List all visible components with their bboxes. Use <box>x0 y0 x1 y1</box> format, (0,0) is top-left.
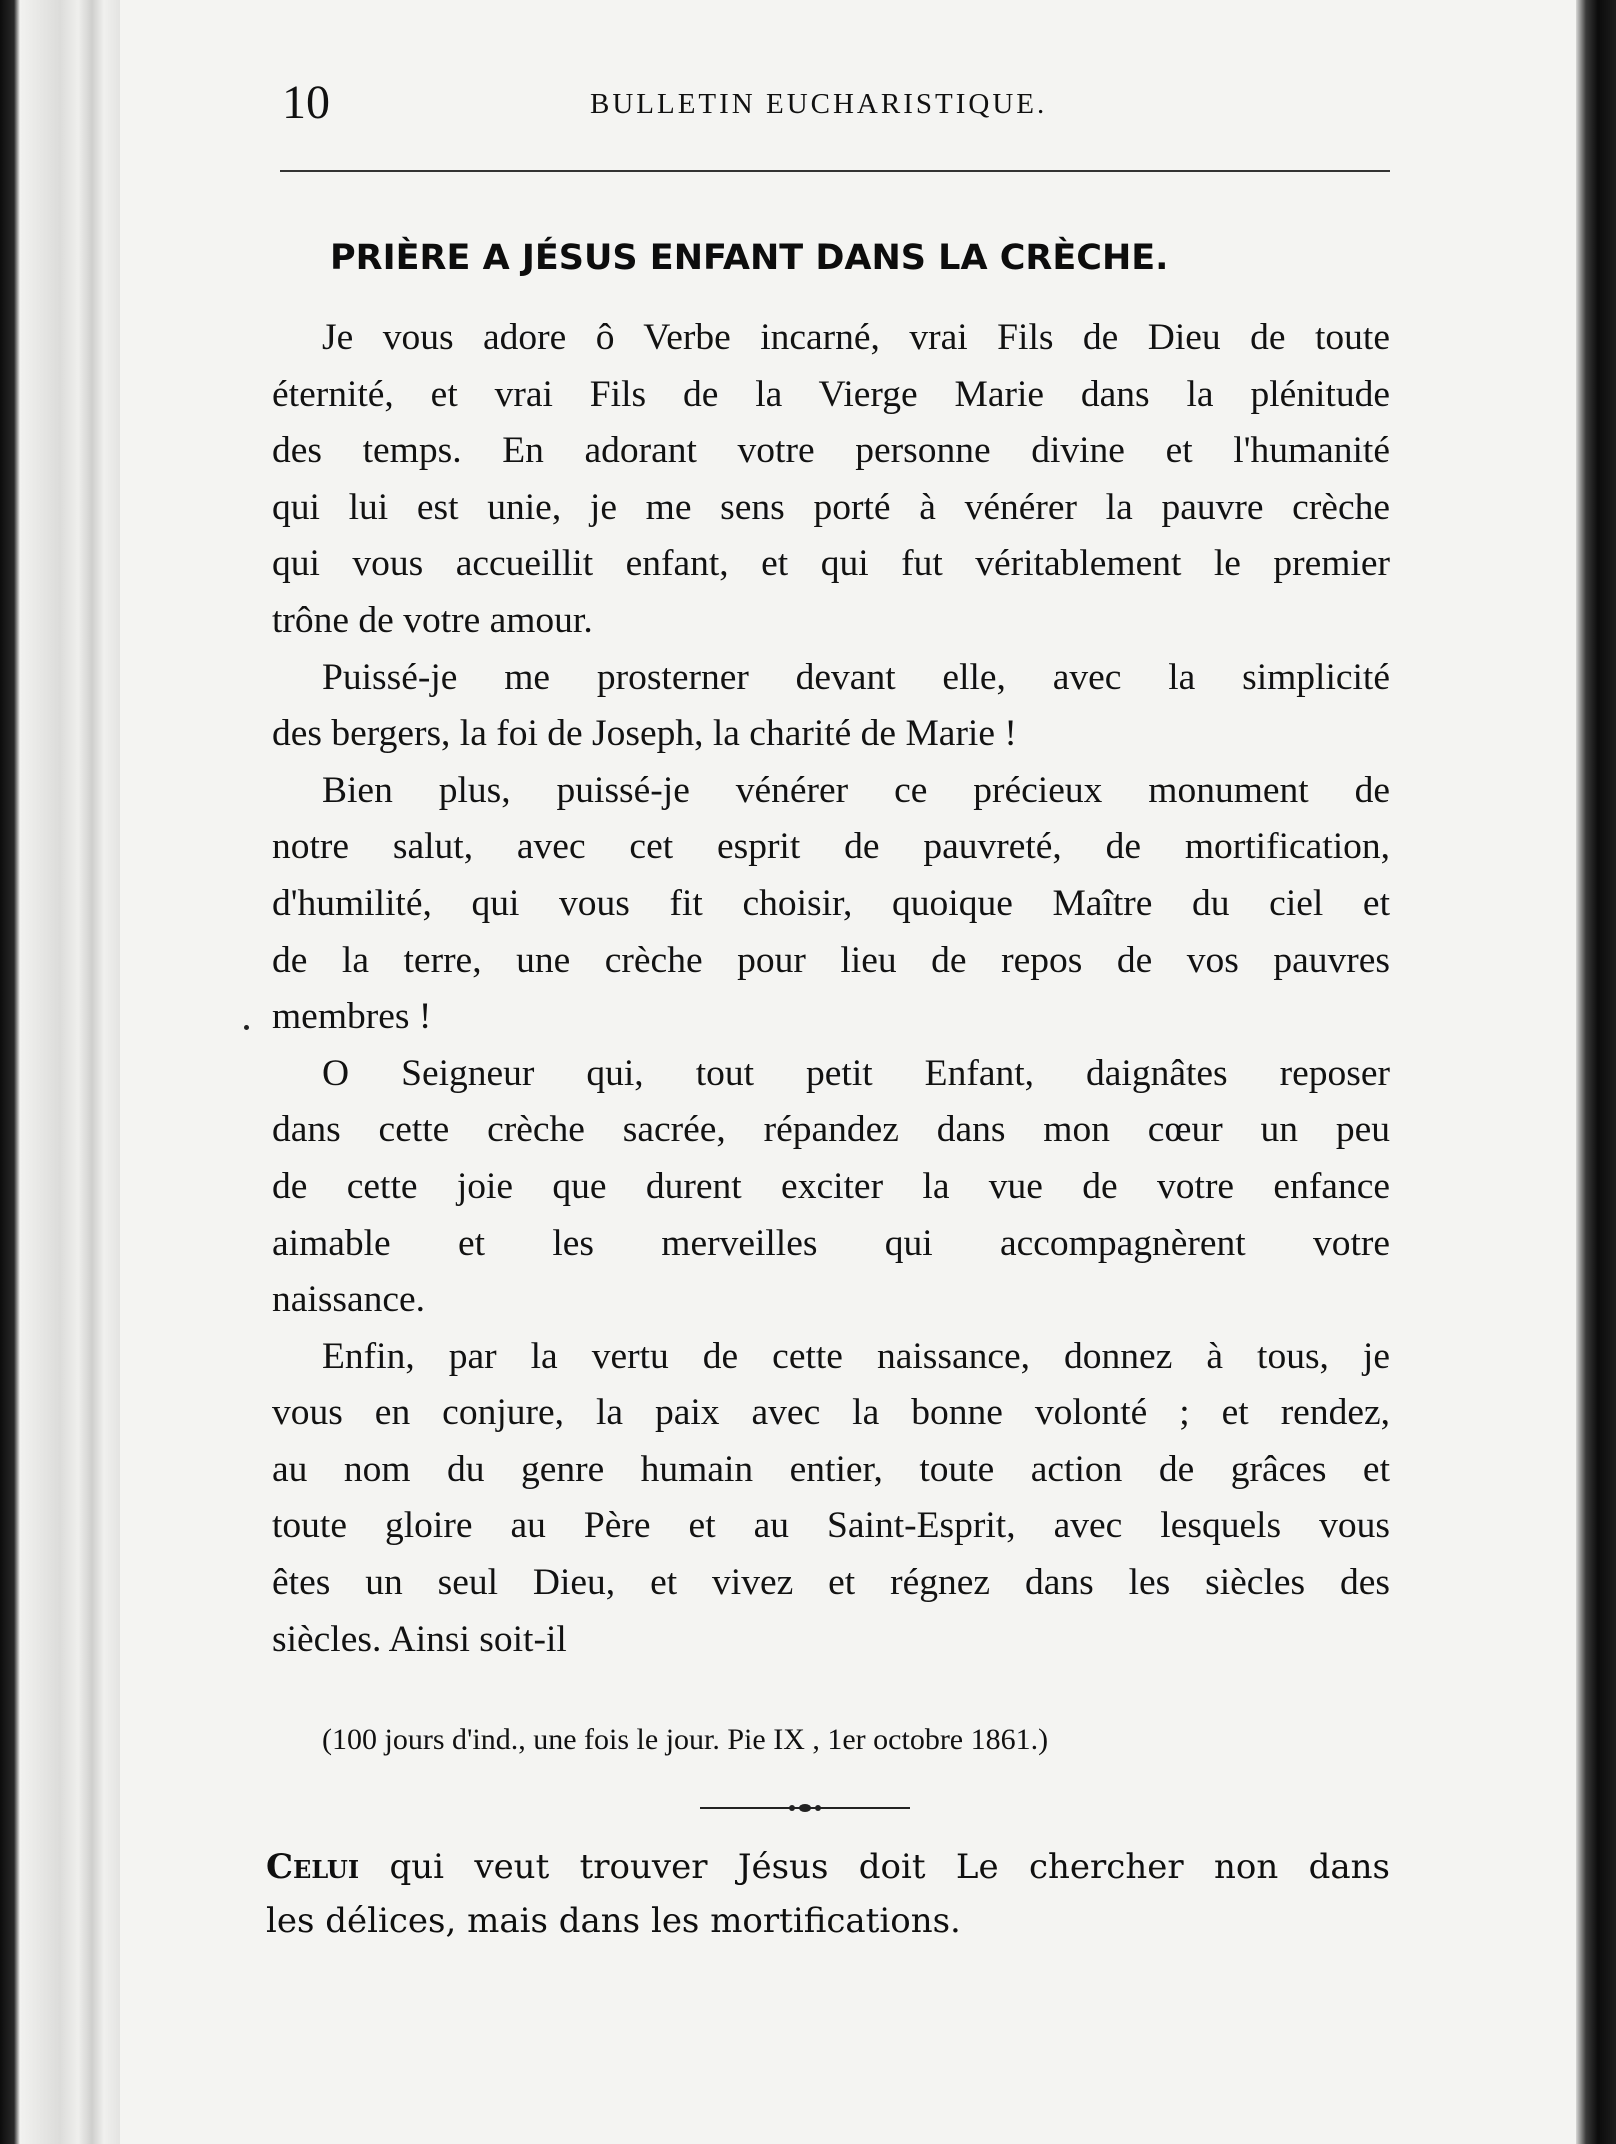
closing-lead-word: Celui <box>266 1847 360 1887</box>
text-line: qui lui est unie, je me sens porté à vénérer la pauvre crèche <box>272 486 1390 528</box>
text-line: trône de votre amour. <box>272 599 593 641</box>
text-line: éternité, et vrai Fils de la Vierge Marie dans la plénitude <box>272 373 1390 415</box>
closing-line-2: les délices, mais dans les mortifications. <box>266 1901 961 1941</box>
paragraph-3 <box>272 763 1390 1046</box>
paragraph-2 <box>272 650 1390 763</box>
text-line: O Seigneur qui, tout petit Enfant, daignâtes reposer <box>322 1052 1390 1094</box>
page-number: 10 <box>282 76 330 129</box>
prayer-title: PRIÈRE A JÉSUS ENFANT DANS LA CRÈCHE. <box>330 238 1169 278</box>
closing-maxim <box>266 1840 1390 1948</box>
text-line: des temps. En adorant votre personne divine et l'humanité <box>272 430 1390 472</box>
book-edge-right <box>1576 0 1616 2144</box>
closing-line-1 <box>266 1840 1390 1894</box>
paragraph-5 <box>272 1329 1390 1669</box>
text-line: de cette joie que durent exciter la vue de votre enfance <box>272 1165 1390 1207</box>
text-line: des bergers, la foi de Joseph, la charité de Marie ! <box>272 713 1017 755</box>
indulgence-citation: (100 jours d'ind., une fois le jour. Pie IX , 1er octobre 1861.) <box>322 1723 1049 1756</box>
text-line: Enfin, par la vertu de cette naissance, donnez à tous, je <box>322 1335 1390 1377</box>
text-line: d'humilité, qui vous fit choisir, quoique Maître du ciel et <box>272 882 1390 924</box>
text-line: au nom du genre humain entier, toute action de grâces et <box>272 1448 1390 1490</box>
text-line: dans cette crèche sacrée, répandez dans mon cœur un peu <box>272 1109 1390 1151</box>
text-line: êtes un seul Dieu, et vivez et régnez dans les siècles des <box>272 1562 1390 1604</box>
header-rule <box>280 170 1390 172</box>
text-line: notre salut, avec cet esprit de pauvreté, de mortification, <box>272 826 1390 868</box>
text-line: Bien plus, puissé-je vénérer ce précieux monument de <box>322 769 1390 811</box>
text-line: Je vous adore ô Verbe incarné, vrai Fils de Dieu de toute <box>322 317 1390 358</box>
text-line: qui vous accueillit enfant, et qui fut véritablement le premier <box>272 543 1390 585</box>
text-line: naissance. <box>272 1279 426 1321</box>
text-line: Puissé-je me prosterner devant elle, avec la simplicité <box>322 656 1390 698</box>
text-line: toute gloire au Père et au Saint-Esprit, avec lesquels vous <box>272 1505 1390 1547</box>
text-line: siècles. Ainsi soit-il <box>272 1618 567 1660</box>
text-line: vous en conjure, la paix avec la bonne volonté ; et rendez, <box>272 1392 1390 1434</box>
text-line: membres ! <box>272 996 432 1038</box>
closing-line-1-text: qui veut trouver Jésus doit Le chercher non dans <box>359 1847 1390 1887</box>
book-gutter-left <box>0 0 120 2144</box>
margin-mark <box>244 1025 249 1030</box>
paragraph-1 <box>272 310 1390 650</box>
paragraph-4 <box>272 1046 1390 1329</box>
ornament-divider <box>700 1803 910 1813</box>
text-line: aimable et les merveilles qui accompagnèrent votre <box>272 1222 1390 1264</box>
text-line: de la terre, une crèche pour lieu de repos de vos pauvres <box>272 939 1390 981</box>
prayer-body <box>272 310 1390 1668</box>
running-title: BULLETIN EUCHARISTIQUE. <box>590 88 1048 120</box>
